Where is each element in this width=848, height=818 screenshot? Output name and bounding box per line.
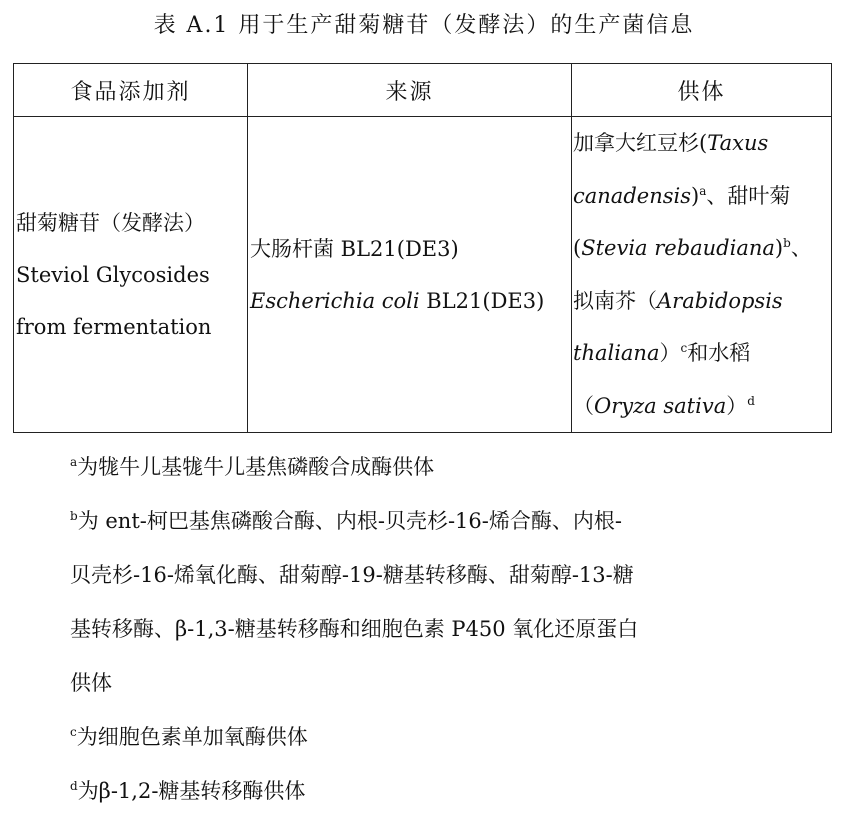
source-strain: BL21(DE3) bbox=[419, 288, 545, 313]
footnote-mark-a: a bbox=[699, 183, 707, 198]
footnote-text: 为牻牛儿基牻牛儿基焦磷酸合成酶供体 bbox=[77, 455, 435, 479]
footnote-b-cont: 基转移酶、β-1,3-糖基转移酶和细胞色素 P450 氧化还原蛋白 bbox=[70, 617, 639, 641]
table-row bbox=[14, 117, 832, 433]
donor-latin: thaliana bbox=[573, 341, 660, 365]
donor-latin: Taxus bbox=[707, 131, 769, 155]
cell-source bbox=[248, 117, 572, 433]
donor-paren: ) bbox=[691, 183, 700, 208]
footnote-d bbox=[70, 764, 790, 818]
additive-name-en-line2: from fermentation bbox=[16, 314, 212, 339]
additive-name-cn: 甜菊糖苷（发酵法） bbox=[16, 210, 205, 235]
donor-latin: Stevia rebaudiana bbox=[581, 236, 775, 260]
donor-paren: ） bbox=[659, 341, 681, 365]
table-header-row bbox=[14, 64, 832, 117]
table-title: 表 A.1 用于生产甜菊糖苷（发酵法）的生产菌信息 bbox=[153, 13, 695, 38]
donor-line-3 bbox=[573, 222, 831, 275]
donor-paren: （ bbox=[573, 393, 594, 418]
donor-text: 拟南芥（ bbox=[573, 288, 657, 313]
donor-latin: Arabidopsis bbox=[657, 288, 783, 313]
footnote-mark-b: b bbox=[783, 236, 791, 250]
donor-text: 加拿大红豆杉( bbox=[573, 131, 708, 155]
footnote-mark: a bbox=[70, 455, 78, 469]
donor-paren: ( bbox=[573, 236, 582, 260]
footnote-text: 为细胞色素单加氧酶供体 bbox=[76, 725, 308, 749]
header-source: 来源 bbox=[248, 64, 572, 117]
footnote-mark-d: d bbox=[747, 393, 755, 408]
donor-text: 和水稻 bbox=[687, 341, 751, 365]
footnote-mark: c bbox=[70, 725, 77, 739]
footnote-b-cont: 供体 bbox=[70, 671, 112, 695]
footnote-text: 为β-1,2-糖基转移酶供体 bbox=[77, 779, 306, 803]
footnote-mark: d bbox=[70, 779, 78, 793]
donor-line-5 bbox=[573, 327, 831, 380]
footnote-c bbox=[70, 710, 790, 764]
donor-paren: ） bbox=[726, 393, 748, 418]
table-footnotes bbox=[70, 440, 790, 818]
donor-latin: Oryza sativa bbox=[594, 393, 727, 418]
producer-strain-table bbox=[13, 63, 832, 433]
header-food-additive: 食品添加剂 bbox=[14, 64, 248, 117]
cell-donor bbox=[572, 117, 832, 433]
source-species-italic: Escherichia coli bbox=[250, 288, 420, 313]
donor-paren: ) bbox=[774, 236, 784, 260]
donor-text: 、甜叶菊 bbox=[706, 183, 791, 208]
source-name-latin bbox=[250, 275, 571, 327]
additive-name-en-line1: Steviol Glycosides bbox=[16, 262, 210, 287]
footnote-a bbox=[70, 440, 790, 494]
donor-line-2 bbox=[573, 170, 831, 223]
footnote-b bbox=[70, 494, 790, 548]
source-name-cn: 大肠杆菌 BL21(DE3) bbox=[250, 236, 459, 261]
donor-line-6 bbox=[573, 380, 831, 433]
donor-text: 、 bbox=[790, 236, 812, 260]
cell-additive bbox=[14, 117, 248, 433]
footnote-b-cont: 贝壳杉-16-烯氧化酶、甜菊醇-19-糖基转移酶、甜菊醇-13-糖 bbox=[70, 563, 634, 587]
donor-latin: canadensis bbox=[573, 183, 691, 208]
donor-line-4 bbox=[573, 275, 831, 328]
donor-line-1 bbox=[573, 117, 831, 170]
footnote-mark: b bbox=[70, 509, 78, 523]
footnote-text: 为 ent-柯巴基焦磷酸合酶、内根-贝壳杉-16-烯合酶、内根- bbox=[77, 509, 622, 533]
header-donor: 供体 bbox=[572, 64, 832, 117]
footnote-mark-c: c bbox=[680, 341, 688, 355]
